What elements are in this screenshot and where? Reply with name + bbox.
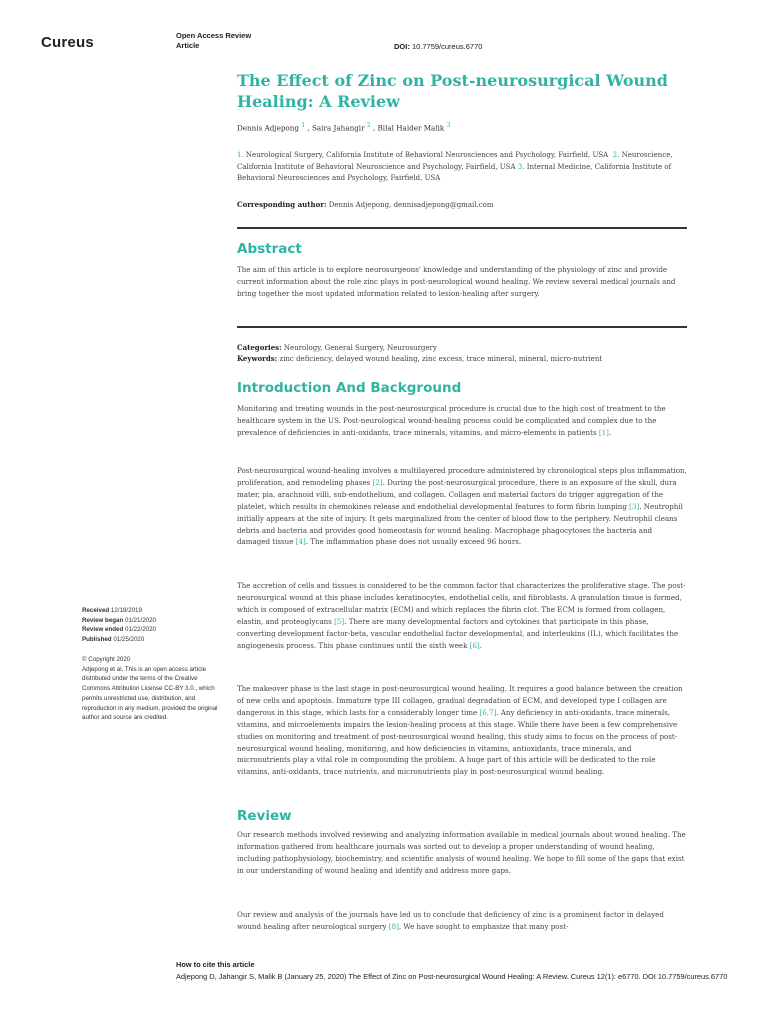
citation-link[interactable]: [3] <box>629 501 640 511</box>
citation-link[interactable]: [8] <box>388 921 399 931</box>
license-text: Adjepong et al. This is an open access article distributed under the terms of the Creative Commons Attribution License CC-BY 3.0., which permits unrestricted use, distribution, and reproduction in any medium, provided the original author and source are credited. <box>82 665 218 722</box>
paragraph-text: The accretion of cells and tissues is considered to be the common factor that characterizes the proliferative stage. The post-neurosurgical wound at this phase includes keratinocytes, endothelial cells, and fibroblasts. A granulation tissue is formed, which is composed of extracellular matrix (ECM) and which replaces the fibrin clot. The ECM is formed from collagen, elastin, and proteoglycans <box>237 581 686 626</box>
paragraph-text: . <box>479 640 482 650</box>
citation-link[interactable]: [2] <box>372 477 383 487</box>
paragraph-text: Monitoring and treating wounds in the post-neurosurgical procedure is crucial due to the high cost of treatment to the healthcare system in the US. Post-neurological wound-healing process could be complicated and complex due to the prevalence of deficiencies in anti-oxidants, trace minerals, vitamins, and micro-elements in patients <box>237 404 666 437</box>
copyright-year: © Copyright 2020 <box>82 656 131 663</box>
citation-link[interactable]: [4] <box>295 537 306 547</box>
affiliation-number: 2. <box>612 151 620 159</box>
review-ended-date: Review ended 01/22/2020 <box>82 626 156 634</box>
doi-link[interactable]: 10.7759/cureus.6770 <box>411 42 483 51</box>
paragraph-text: The makeover phase is the last stage in post-neurosurgical wound healing. It requires a good balance between the creation of new cells and apoptosis. Immature type III collagen, gradual degradation of ECM, and developed type I collagen are dangerous in this stage, which lasts for a considerably longer time <box>237 684 683 717</box>
affiliation-text: Neuroscience, California Institute of Behavioral Neuroscience and Psychology, Fairfield, USA <box>237 151 673 171</box>
paragraph-text: . <box>608 427 612 437</box>
intro-paragraph-4 <box>237 683 687 778</box>
paragraph-text: . We have sought to emphasize that many post- <box>398 921 569 931</box>
doi-label: DOI: <box>394 42 410 51</box>
author-sup: 3 <box>446 122 451 129</box>
intro-heading: Introduction And Background <box>237 380 462 396</box>
article-type <box>176 31 296 51</box>
intro-paragraph-2 <box>237 465 687 548</box>
affiliation-text: Neurological Surgery, California Institute of Behavioral Neurosciences and Psychology, Fairfield, USA <box>245 151 609 159</box>
paragraph-text: . Any deficiency in anti-oxidants, trace minerals, vitamins, and microelements impairs the lesion-healing process at this stage. While there have been a few comprehensive studies on monitoring and treatment of post-neurosurgical wound healing, this study aims to focus on the process of post-neurosurgical wound healing, monitoring, and how deficiencies in vitamins, antioxidants, trace minerals, and micronutrients play a vital role in compounding the problem. A huge part of this article will be dedicated to the role vitamins, anti-oxidants, trace nutrients, and micronutrients play in post-neurosurgical wound healing. <box>237 707 678 777</box>
author-list: Dennis Adjepong $^1$ , Saira Jahangir $^2$ , Bilal Haider Malik $^3$ <box>237 122 451 133</box>
review-paragraph-1: Our research methods involved reviewing and analyzing information available in medical journals about wound healing. The information gathered from healthcare journals was sorted out to develop a proper understanding of wound healing, including pathophysiology, biochemistry, and scientific analysis of wound healing. We hope to fill some of the gaps that exist in our understanding of wound healing and identify and address more gaps. <box>237 830 686 875</box>
abstract-heading: Abstract <box>237 241 302 257</box>
how-to-cite <box>176 959 736 982</box>
doi <box>394 42 482 51</box>
review-paragraph-2 <box>237 909 687 933</box>
paragraph-text: . The inflammation phase does not usually exceed 96 hours. <box>305 537 522 547</box>
affiliation-text: Internal Medicine, California Institute of Behavioral Neurosciences and Psychology, Fairfield, USA <box>237 162 672 182</box>
corresponding-author <box>237 200 687 209</box>
affiliations <box>237 150 687 185</box>
divider <box>237 326 687 328</box>
paragraph-text: . During the post-neurosurgical procedure, there is an exposure of the skull, dura mater, pia, arachnoid villi, sub-endothelium, and collagen. Collagen and material factors do trigger aggregation of the platelet, which results in chemokines release and endothelial developmental features to form fibrin lumping <box>237 477 677 511</box>
citation-link[interactable]: [6,7] <box>479 707 497 717</box>
article-title: The Effect of Zinc on Post-neurosurgical Wound Healing: A Review <box>237 71 668 111</box>
corresponding-value[interactable]: Dennis Adjepong, dennisadjepong@gmail.com <box>328 201 494 209</box>
review-began-date: Review began 01/21/2020 <box>82 616 156 624</box>
paragraph-text: . Neutrophil initially appears at the site of injury. It gets marginalized from the center of blood flow to the periphery. Neutrophil cleans debris and bacteria and provides good homeostasis for wound healing. Macrophage phagocytoses the bacteria and damaged tissue <box>237 501 683 547</box>
author-sup: 1 <box>301 122 306 129</box>
divider <box>237 227 687 229</box>
author-sup: 2 <box>366 122 371 129</box>
author-name[interactable]: Dennis Adjepong <box>237 123 299 133</box>
citation-link[interactable]: [1] <box>598 427 609 437</box>
copyright <box>82 655 222 723</box>
abstract-text: The aim of this article is to explore neurosurgeons' knowledge and understanding of the physiology of zinc and provide current information about the role zinc plays in post-neurological wound healing. We review several medical journals and bring together the most updated information related to lesion-healing after surgery. <box>237 265 676 298</box>
author-name[interactable]: Bilal Haider Malik <box>377 123 445 133</box>
article-type-line1: Open Access Review <box>176 31 252 40</box>
intro-paragraph-3 <box>237 580 687 651</box>
how-to-cite-heading: How to cite this article <box>176 960 255 969</box>
paragraph-text: . There are many developmental factors and cytokines that participate in this phase, converting development factor-beta, vascular endothelial factor developmental, and interleukins (IL), which facilitates the angiogenesis process. This phase continues until the sixth week <box>237 616 679 650</box>
intro-paragraph-1 <box>237 403 687 439</box>
received-date: Received 12/18/2019 <box>82 607 142 614</box>
article-dates <box>82 606 222 645</box>
paragraph-text: Our review and analysis of the journals have led us to conclude that deficiency of zinc is a prominent factor in delayed wound healing after neurological surgery <box>237 910 664 931</box>
review-heading: Review <box>237 808 292 824</box>
keywords-label: Keywords: <box>237 354 278 363</box>
citation-text: Adjepong D, Jahangir S, Malik B (January 25, 2020) The Effect of Zinc on Post-neurosurgical Wound Healing: A Review. Cureus 12(1): e6770. DOI 10.7759/cureus.6770 <box>176 971 728 981</box>
citation-link[interactable]: [5] <box>334 616 345 626</box>
categories-value: Neurology, General Surgery, Neurosurgery <box>283 344 437 352</box>
published-date: Published 01/25/2020 <box>82 636 145 644</box>
keywords <box>237 353 687 365</box>
corresponding-label: Corresponding author: <box>237 200 327 209</box>
citation-link[interactable]: [6] <box>469 640 480 650</box>
affiliation-number: 1. <box>237 151 244 159</box>
author-name[interactable]: Saira Jahangir <box>311 123 365 133</box>
journal-logo: Cureus <box>41 34 94 51</box>
keywords-value: zinc deficiency, delayed wound healing, zinc excess, trace mineral, mineral, micro-nutrient <box>279 355 603 363</box>
article-type-line2: Article <box>176 41 200 50</box>
categories-label: Categories: <box>237 343 282 352</box>
paragraph-text: Post-neurosurgical wound-healing involves a multilayered procedure administered by chronological steps plus inflammation, proliferation, and remodeling phases <box>237 466 687 487</box>
affiliation-number: 3. <box>517 162 525 171</box>
